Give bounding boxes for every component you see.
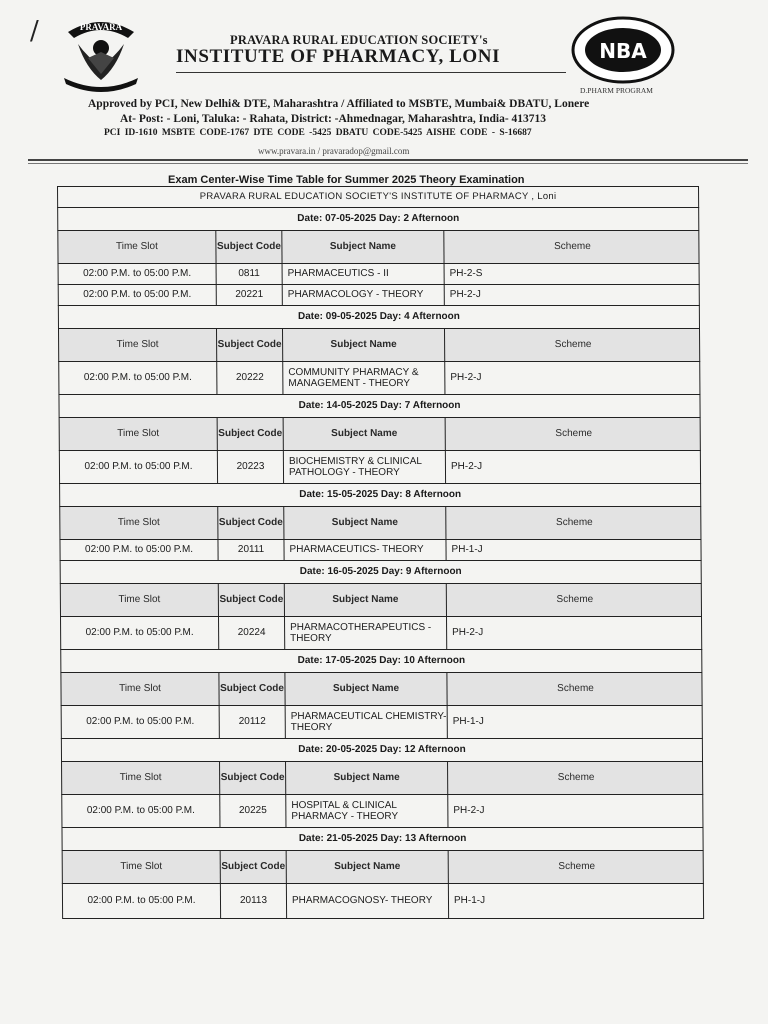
time-slot-cell: 02:00 P.M. to 05:00 P.M.: [60, 451, 218, 483]
codes-line: PCI ID-1610 MSBTE CODE-1767 DTE CODE -5425 DBATU CODE-5425 AISHE CODE - S-16687: [104, 128, 532, 138]
header-rule: [176, 72, 566, 73]
subject-code-cell: 0811: [217, 264, 283, 284]
date-row: Date: 16-05-2025 Day: 9 Afternoon: [60, 560, 702, 584]
time-slot-cell: 02:00 P.M. to 05:00 P.M.: [61, 617, 219, 649]
subject-name-cell: BIOCHEMISTRY & CLINICAL PATHOLOGY - THEORY: [284, 451, 446, 483]
header-subject-name: Subject Name: [283, 329, 445, 361]
time-slot-cell: 02:00 P.M. to 05:00 P.M.: [59, 285, 217, 305]
table-row: [62, 883, 704, 919]
table-row: [59, 539, 701, 561]
header-scheme: Scheme: [556, 594, 594, 606]
header-scheme: Scheme: [554, 241, 591, 253]
subject-code-cell: 20113: [221, 884, 287, 918]
scheme-cell: PH-2-J: [449, 289, 481, 301]
header-time-slot: Time Slot: [61, 673, 219, 705]
header-subject-code: Subject Code: [218, 507, 284, 539]
time-slot-cell: 02:00 P.M. to 05:00 P.M.: [62, 706, 220, 738]
date-row: Date: 07-05-2025 Day: 2 Afternoon: [57, 207, 699, 231]
scheme-cell: PH-1-J: [452, 716, 484, 728]
scheme-cell: PH-2-S: [449, 268, 483, 280]
header-time-slot: Time Slot: [63, 851, 221, 883]
timetable: [57, 186, 704, 938]
header-subject-code: Subject Code: [218, 418, 284, 450]
divider: [28, 159, 748, 161]
table-row: [58, 263, 700, 285]
subject-name-cell: PHARMACOGNOSY- THEORY: [287, 884, 449, 918]
header-scheme: Scheme: [554, 339, 592, 351]
table-row: [61, 705, 703, 739]
subject-code-cell: 20111: [218, 540, 284, 560]
scheme-cell: PH-2-J: [452, 627, 484, 639]
subject-name-cell: HOSPITAL & CLINICAL PHARMACY - THEORY: [286, 795, 448, 827]
column-header-row: [62, 850, 704, 884]
scheme-cell: PH-1-J: [451, 544, 483, 556]
subject-name-cell: PHARMACOLOGY - THEORY: [283, 285, 445, 305]
subject-name-cell: PHARMACEUTICS - II: [283, 264, 445, 284]
time-slot-cell: 02:00 P.M. to 05:00 P.M.: [59, 362, 217, 394]
svg-text:NBA: NBA: [599, 39, 647, 63]
header-time-slot: Time Slot: [60, 507, 218, 539]
header-time-slot: Time Slot: [58, 231, 216, 263]
table-row: [60, 616, 702, 650]
society-name: PRAVARA RURAL EDUCATION SOCIETY's: [230, 33, 488, 47]
table-row: [61, 794, 703, 828]
pravara-logo: [58, 8, 144, 92]
header-subject-code: Subject Code: [216, 231, 282, 263]
header-subject-code: Subject Code: [219, 584, 285, 616]
column-header-row: [60, 672, 702, 706]
header-scheme: Scheme: [558, 861, 596, 873]
header-subject-name: Subject Name: [282, 231, 444, 263]
column-header-row: [57, 230, 699, 264]
time-slot-cell: 02:00 P.M. to 05:00 P.M.: [62, 795, 220, 827]
subject-name-cell: COMMUNITY PHARMACY & MANAGEMENT - THEORY: [283, 362, 445, 394]
column-header-row: [61, 761, 703, 795]
time-slot-cell: 02:00 P.M. to 05:00 P.M.: [59, 264, 217, 284]
program-label: D.PHARM PROGRAM: [580, 86, 653, 95]
scheme-cell: PH-2-J: [453, 805, 485, 817]
pen-mark: /: [30, 16, 39, 46]
web-line: www.pravara.in / pravaradop@gmail.com: [258, 146, 410, 156]
header-subject-code: Subject Code: [221, 851, 287, 883]
header-subject-code: Subject Code: [219, 673, 285, 705]
time-slot-cell: 02:00 P.M. to 05:00 P.M.: [60, 540, 218, 560]
date-row: Date: 15-05-2025 Day: 8 Afternoon: [59, 483, 701, 507]
scheme-cell: PH-2-J: [450, 461, 483, 473]
subject-name-cell: PHARMACEUTICS- THEORY: [284, 540, 446, 560]
scheme-cell: PH-1-J: [453, 895, 486, 907]
date-row: Date: 14-05-2025 Day: 7 Afternoon: [58, 394, 700, 418]
nba-logo: [570, 16, 676, 84]
header-time-slot: Time Slot: [60, 418, 218, 450]
header-subject-name: Subject Name: [285, 673, 447, 705]
table-row: [59, 450, 701, 484]
date-row: Date: 17-05-2025 Day: 10 Afternoon: [60, 649, 702, 673]
subject-code-cell: 20112: [220, 706, 286, 738]
time-slot-cell: 02:00 P.M. to 05:00 P.M.: [63, 884, 221, 918]
header-time-slot: Time Slot: [59, 329, 217, 361]
header-scheme: Scheme: [557, 683, 594, 695]
subject-code-cell: 20224: [219, 617, 285, 649]
header-subject-name: Subject Name: [286, 762, 448, 794]
column-header-row: [59, 417, 701, 451]
header-subject-code: Subject Code: [220, 762, 286, 794]
header-subject-code: Subject Code: [217, 329, 283, 361]
header-scheme: Scheme: [555, 428, 593, 440]
address-line: At- Post: - Loni, Taluka: - Rahata, District: -Ahmednagar, Maharashtra, India- 413713: [120, 113, 547, 125]
header-subject-name: Subject Name: [284, 507, 446, 539]
header-scheme: Scheme: [557, 772, 595, 784]
approval-line: Approved by PCI, New Delhi& DTE, Maharashtra / Affiliated to MSBTE, Mumbai& DBATU, Lonere: [88, 98, 590, 110]
header-subject-name: Subject Name: [287, 851, 449, 883]
timetable-title: Exam Center-Wise Time Table for Summer 2025 Theory Examination: [168, 174, 525, 186]
header-subject-name: Subject Name: [285, 584, 447, 616]
table-row: [58, 284, 700, 306]
scheme-cell: PH-2-J: [450, 372, 482, 384]
table-row: [58, 361, 700, 395]
logo-text: PRAVARA: [79, 22, 123, 32]
timetable-subtitle: PRAVARA RURAL EDUCATION SOCIETY'S INSTITUTE OF PHARMACY , Loni: [57, 186, 699, 208]
date-row: Date: 21-05-2025 Day: 13 Afternoon: [61, 827, 703, 851]
subject-code-cell: 20221: [217, 285, 283, 305]
subject-code-cell: 20222: [217, 362, 283, 394]
subject-code-cell: 20223: [218, 451, 284, 483]
subject-name-cell: PHARMACEUTICAL CHEMISTRY- THEORY: [286, 706, 448, 738]
date-row: Date: 20-05-2025 Day: 12 Afternoon: [61, 738, 703, 762]
date-row: Date: 09-05-2025 Day: 4 Afternoon: [58, 305, 700, 329]
header-time-slot: Time Slot: [62, 762, 220, 794]
institute-name: INSTITUTE OF PHARMACY, LONI: [176, 46, 501, 67]
subject-name-cell: PHARMACOTHERAPEUTICS - THEORY: [285, 617, 447, 649]
header-subject-name: Subject Name: [284, 418, 446, 450]
header-time-slot: Time Slot: [61, 584, 219, 616]
subject-code-cell: 20225: [220, 795, 286, 827]
column-header-row: [59, 506, 701, 540]
divider: [28, 163, 748, 164]
column-header-row: [58, 328, 700, 362]
column-header-row: [60, 583, 702, 617]
header-scheme: Scheme: [555, 517, 593, 529]
